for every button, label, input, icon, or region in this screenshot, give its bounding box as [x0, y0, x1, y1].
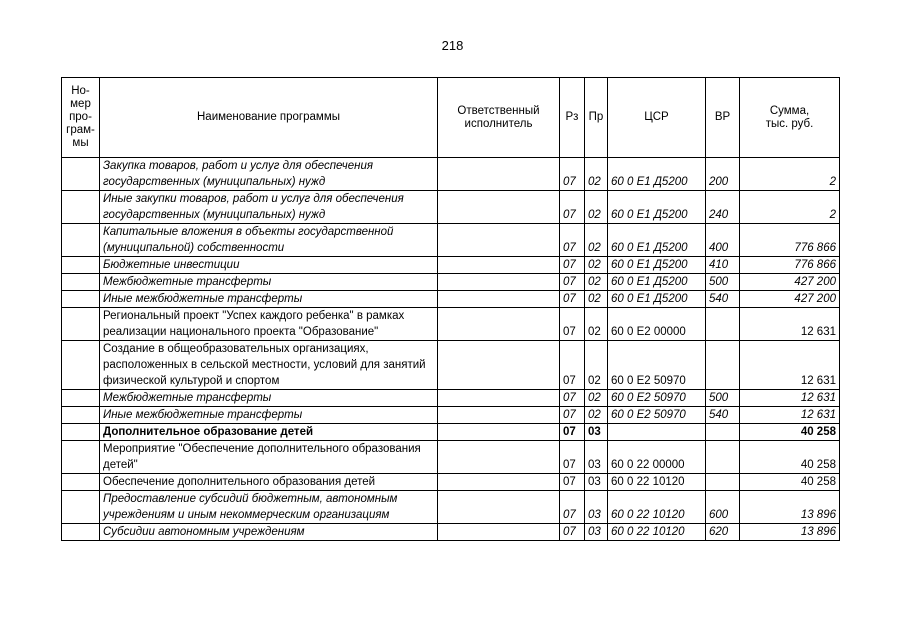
table-row — [62, 474, 840, 491]
cell-section: 07 — [560, 191, 585, 224]
cell-subsection: 02 — [585, 390, 608, 407]
header-amount: Сумма, тыс. руб. — [740, 78, 840, 158]
cell-program-number — [62, 474, 100, 491]
table-row — [62, 424, 840, 441]
cell-expense-type: 540 — [706, 291, 740, 308]
cell-expense-type — [706, 424, 740, 441]
cell-program-name: Субсидии автономным учреждениям — [100, 524, 438, 541]
cell-subsection: 02 — [585, 274, 608, 291]
cell-program-number — [62, 491, 100, 524]
cell-program-name: Обеспечение дополнительного образования детей — [100, 474, 438, 491]
header-responsible: Ответственный исполнитель — [438, 78, 560, 158]
cell-amount: 427 200 — [740, 291, 840, 308]
cell-expense-type: 500 — [706, 274, 740, 291]
table-row — [62, 158, 840, 191]
cell-expense-type: 410 — [706, 257, 740, 274]
cell-subsection: 03 — [585, 441, 608, 474]
cell-target-article: 60 0 Е2 00000 — [608, 308, 706, 341]
table-row — [62, 257, 840, 274]
cell-program-name: Закупка товаров, работ и услуг для обеспечения государственных (муниципальных) нужд — [100, 158, 438, 191]
header-expense-type: ВР — [706, 78, 740, 158]
cell-program-name: Региональный проект "Успех каждого ребенка" в рамках реализации национального проекта "Образование" — [100, 308, 438, 341]
cell-target-article: 60 0 Е2 50970 — [608, 407, 706, 424]
cell-responsible — [438, 474, 560, 491]
page-number: 218 — [441, 38, 464, 53]
cell-section: 07 — [560, 524, 585, 541]
cell-subsection: 03 — [585, 491, 608, 524]
cell-amount: 776 866 — [740, 224, 840, 257]
cell-expense-type: 540 — [706, 407, 740, 424]
cell-section: 07 — [560, 274, 585, 291]
cell-amount: 12 631 — [740, 390, 840, 407]
cell-subsection: 02 — [585, 257, 608, 274]
cell-responsible — [438, 224, 560, 257]
cell-section: 07 — [560, 441, 585, 474]
cell-expense-type: 400 — [706, 224, 740, 257]
cell-section: 07 — [560, 341, 585, 390]
table-row — [62, 191, 840, 224]
cell-program-name: Межбюджетные трансферты — [100, 274, 438, 291]
cell-target-article: 60 0 22 10120 — [608, 474, 706, 491]
cell-expense-type: 240 — [706, 191, 740, 224]
cell-responsible — [438, 424, 560, 441]
cell-responsible — [438, 257, 560, 274]
cell-responsible — [438, 191, 560, 224]
cell-target-article: 60 0 22 10120 — [608, 491, 706, 524]
cell-expense-type: 500 — [706, 390, 740, 407]
cell-section: 07 — [560, 424, 585, 441]
cell-amount: 40 258 — [740, 441, 840, 474]
cell-program-number — [62, 441, 100, 474]
cell-subsection: 02 — [585, 158, 608, 191]
cell-target-article — [608, 424, 706, 441]
table-row — [62, 407, 840, 424]
cell-target-article: 60 0 22 10120 — [608, 524, 706, 541]
cell-responsible — [438, 158, 560, 191]
cell-expense-type: 200 — [706, 158, 740, 191]
cell-program-number — [62, 407, 100, 424]
cell-amount: 12 631 — [740, 341, 840, 390]
table-row — [62, 224, 840, 257]
cell-expense-type — [706, 474, 740, 491]
cell-program-number — [62, 224, 100, 257]
cell-target-article: 60 0 Е1 Д5200 — [608, 224, 706, 257]
header-section: Рз — [560, 78, 585, 158]
cell-target-article: 60 0 22 00000 — [608, 441, 706, 474]
cell-section: 07 — [560, 308, 585, 341]
cell-section: 07 — [560, 291, 585, 308]
table-row — [62, 491, 840, 524]
cell-program-number — [62, 191, 100, 224]
cell-subsection: 03 — [585, 424, 608, 441]
cell-program-name: Иные закупки товаров, работ и услуг для обеспечения государственных (муниципальных) нужд — [100, 191, 438, 224]
cell-amount: 13 896 — [740, 524, 840, 541]
table-row — [62, 274, 840, 291]
cell-amount: 40 258 — [740, 474, 840, 491]
cell-subsection: 02 — [585, 191, 608, 224]
table-row — [62, 524, 840, 541]
cell-program-name: Иные межбюджетные трансферты — [100, 291, 438, 308]
cell-program-name: Иные межбюджетные трансферты — [100, 407, 438, 424]
cell-program-number — [62, 424, 100, 441]
cell-section: 07 — [560, 407, 585, 424]
cell-section: 07 — [560, 224, 585, 257]
cell-subsection: 02 — [585, 407, 608, 424]
table-row — [62, 308, 840, 341]
cell-program-name: Мероприятие "Обеспечение дополнительного образования детей" — [100, 441, 438, 474]
cell-amount: 2 — [740, 158, 840, 191]
cell-section: 07 — [560, 257, 585, 274]
cell-expense-type: 600 — [706, 491, 740, 524]
cell-subsection: 03 — [585, 524, 608, 541]
cell-program-number — [62, 308, 100, 341]
cell-section: 07 — [560, 491, 585, 524]
cell-amount: 40 258 — [740, 424, 840, 441]
cell-program-number — [62, 390, 100, 407]
header-program-name: Наименование программы — [100, 78, 438, 158]
header-subsection: Пр — [585, 78, 608, 158]
cell-responsible — [438, 308, 560, 341]
cell-section: 07 — [560, 158, 585, 191]
cell-program-name: Межбюджетные трансферты — [100, 390, 438, 407]
cell-program-number — [62, 274, 100, 291]
header-program-number: Но- мер про- грам- мы — [62, 78, 100, 158]
cell-responsible — [438, 291, 560, 308]
cell-subsection: 02 — [585, 341, 608, 390]
header-target-article: ЦСР — [608, 78, 706, 158]
cell-amount: 2 — [740, 191, 840, 224]
cell-program-number — [62, 158, 100, 191]
table-row — [62, 291, 840, 308]
cell-program-number — [62, 524, 100, 541]
cell-expense-type — [706, 341, 740, 390]
cell-responsible — [438, 274, 560, 291]
cell-section: 07 — [560, 390, 585, 407]
cell-target-article: 60 0 Е1 Д5200 — [608, 257, 706, 274]
cell-responsible — [438, 341, 560, 390]
cell-program-name: Бюджетные инвестиции — [100, 257, 438, 274]
cell-responsible — [438, 390, 560, 407]
table-row — [62, 441, 840, 474]
cell-program-number — [62, 341, 100, 390]
table-row — [62, 390, 840, 407]
table-row — [62, 341, 840, 390]
table-header-row — [62, 78, 840, 158]
cell-amount: 776 866 — [740, 257, 840, 274]
cell-responsible — [438, 441, 560, 474]
cell-expense-type — [706, 441, 740, 474]
cell-subsection: 02 — [585, 291, 608, 308]
cell-section: 07 — [560, 474, 585, 491]
cell-program-name: Дополнительное образование детей — [100, 424, 438, 441]
cell-program-name: Предоставление субсидий бюджетным, автономным учреждениям и иным некоммерческим организациям — [100, 491, 438, 524]
cell-target-article: 60 0 Е1 Д5200 — [608, 158, 706, 191]
cell-target-article: 60 0 Е2 50970 — [608, 390, 706, 407]
cell-program-number — [62, 257, 100, 274]
cell-responsible — [438, 524, 560, 541]
cell-responsible — [438, 491, 560, 524]
cell-program-name: Капитальные вложения в объекты государственной (муниципальной) собственности — [100, 224, 438, 257]
cell-program-name: Создание в общеобразовательных организациях, расположенных в сельской местности, условий для занятий физической культурой и спортом — [100, 341, 438, 390]
cell-target-article: 60 0 Е1 Д5200 — [608, 191, 706, 224]
cell-target-article: 60 0 Е2 50970 — [608, 341, 706, 390]
budget-table — [61, 77, 840, 541]
cell-target-article: 60 0 Е1 Д5200 — [608, 274, 706, 291]
cell-expense-type: 620 — [706, 524, 740, 541]
cell-amount: 12 631 — [740, 308, 840, 341]
cell-expense-type — [706, 308, 740, 341]
cell-amount: 427 200 — [740, 274, 840, 291]
cell-program-number — [62, 291, 100, 308]
cell-subsection: 03 — [585, 474, 608, 491]
cell-subsection: 02 — [585, 308, 608, 341]
cell-amount: 12 631 — [740, 407, 840, 424]
cell-amount: 13 896 — [740, 491, 840, 524]
cell-target-article: 60 0 Е1 Д5200 — [608, 291, 706, 308]
cell-responsible — [438, 407, 560, 424]
cell-subsection: 02 — [585, 224, 608, 257]
